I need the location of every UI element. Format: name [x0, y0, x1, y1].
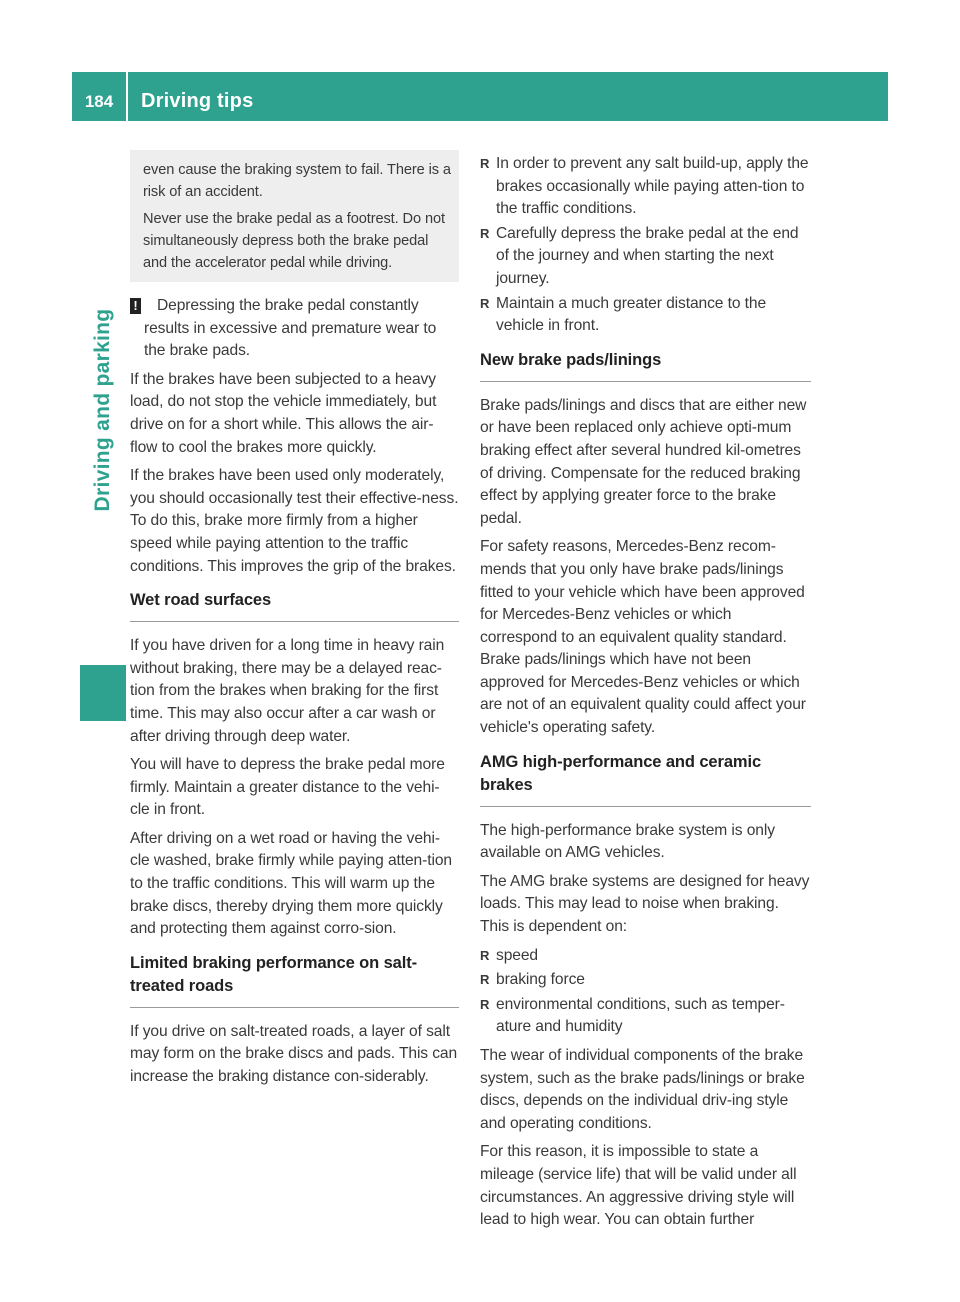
exclamation-icon: ! — [130, 298, 141, 314]
paragraph: The wear of individual components of the brake system, such as the brake pads/linings or brake discs, depends on the individual driv-ing style and operating conditions. — [480, 1047, 805, 1132]
right-column — [480, 153, 811, 1238]
heading-rule — [130, 1007, 459, 1008]
section-heading-brake-pads: New brake pads/linings — [480, 350, 662, 369]
paragraph: You will have to depress the brake pedal more firmly. Maintain a greater distance to the vehi-cle in front. — [130, 756, 445, 819]
bullet-list — [480, 945, 811, 1039]
list-item: R environmental conditions, such as temper-ature and humidity — [480, 994, 811, 1039]
paragraph: If you have driven for a long time in heavy rain without braking, there may be a delayed reac-tion from the brakes when braking for the first time. This may also occur after a car wash or after driving through deep water. — [130, 637, 445, 745]
list-item: R Carefully depress the brake pedal at the end of the journey and when starting the next journey. — [480, 223, 811, 291]
paragraph: If the brakes have been used only moderately, you should occasionally test their effective-ness. To do this, brake more firmly from a higher speed while paying attention to the traffic conditions. This improves the grip of the brakes. — [130, 467, 459, 575]
list-item: R braking force — [480, 969, 811, 992]
note-text: Depressing the brake pedal constantly results in excessive and premature wear to the brake pads. — [144, 297, 437, 360]
section-heading-wet-roads: Wet road surfaces — [130, 591, 272, 610]
paragraph: If you drive on salt-treated roads, a layer of salt may form on the brake discs and pads. This can increase the braking distance con-siderably. — [130, 1022, 458, 1086]
heading-rule — [480, 806, 811, 807]
note-block — [130, 295, 459, 363]
paragraph: If the brakes have been subjected to a heavy load, do not stop the vehicle immediately, but drive on for a short while. This allows the air-flow to cool the brakes more quickly. — [130, 370, 437, 456]
page-title: Driving tips — [141, 90, 254, 112]
list-item: R Maintain a much greater distance to the vehicle in front. — [480, 293, 811, 338]
section-heading-amg-brakes: AMG high-performance and ceramic brakes — [480, 752, 762, 794]
paragraph: Brake pads/linings and discs that are either new or have been replaced only achieve opti-mum braking effect after several hundred kil-ometres of driving. Compensate for the reduced braking effect by applying greater force to the brake pedal. — [480, 396, 807, 527]
section-heading-salt-roads: Limited braking performance on salt-treated roads — [130, 953, 418, 995]
paragraph: The high-performance brake system is only available on AMG vehicles. — [480, 821, 775, 862]
warning-text: Never use the brake pedal as a footrest. Do not simultaneously depress both the brake pedal and the accelerator pedal while driving. — [143, 211, 445, 271]
bullet-list — [480, 153, 811, 338]
heading-rule — [480, 381, 811, 382]
list-item: R speed — [480, 945, 811, 968]
paragraph: For safety reasons, Mercedes-Benz recom-mends that you only have brake pads/linings fitted to your vehicle which have been approved for Mercedes-Benz vehicles or which correspond to an equivalent quality standard. Brake pads/linings which have not been approved for Mercedes-Benz vehicles or which are not of an equivalent quality could affect your vehicle's operating safety. — [480, 538, 806, 737]
section-tab-marker — [80, 665, 126, 721]
heading-rule — [130, 621, 459, 622]
left-column — [130, 150, 459, 1095]
list-item: R In order to prevent any salt build-up, apply the brakes occasionally while paying atten-tion to the traffic conditions. — [480, 153, 811, 221]
section-side-label — [80, 190, 126, 650]
warning-text: even cause the braking system to fail. There is a risk of an accident. — [143, 162, 451, 200]
page-number: 184 — [84, 92, 114, 111]
paragraph: After driving on a wet road or having the vehi-cle washed, brake firmly while paying atten-tion to the traffic conditions. This will warm up the brake discs, thereby drying them more quickly and protecting them against corro-sion. — [130, 829, 452, 938]
header-divider — [126, 72, 128, 121]
side-label-text: Driving and parking — [91, 308, 114, 512]
paragraph: For this reason, it is impossible to state a mileage (service life) that will be valid under all circumstances. An aggressive driving style will lead to high wear. You can obtain further — [480, 1143, 797, 1229]
warning-box — [130, 150, 459, 282]
paragraph: The AMG brake systems are designed for heavy loads. This may lead to noise when braking. This is dependent on: — [480, 872, 810, 936]
